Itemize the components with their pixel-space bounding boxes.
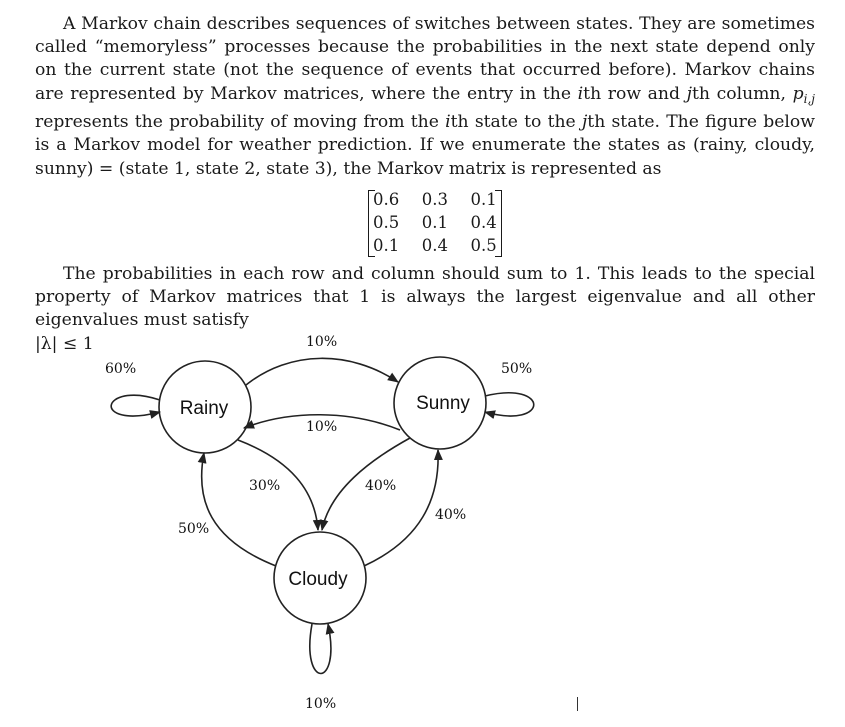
label-sunny-to-rainy: 10%	[306, 419, 338, 435]
text-cursor	[577, 697, 578, 711]
edge-cloudy-to-sunny	[364, 450, 438, 566]
var-i-2: i	[445, 112, 451, 133]
rainy-label: Rainy	[179, 398, 229, 419]
matrix-row-1: 0.6 0.3 0.1	[373, 190, 497, 209]
var-i: i	[577, 83, 584, 104]
sunny-self-loop	[485, 393, 534, 416]
edge-cloudy-to-rainy	[202, 453, 276, 566]
matrix-row-3: 0.1 0.4 0.5	[373, 236, 497, 255]
label-rainy-to-sunny: 10%	[306, 334, 338, 350]
rainy-self-loop	[111, 395, 160, 416]
edge-rainy-to-sunny	[246, 358, 398, 385]
label-rainy-to-cloudy: 30%	[249, 478, 281, 494]
label-cloudy-self: 10%	[305, 696, 337, 712]
eigenvalue-formula: |λ| ≤ 1	[35, 333, 94, 354]
cloudy-self-loop	[310, 624, 331, 674]
var-p: p	[792, 83, 804, 104]
var-p-subscript: i,j	[803, 92, 815, 107]
label-sunny-self: 50%	[501, 361, 533, 377]
eigenvalue-paragraph: The probabilities in each row and column should sum to 1. This leads to the special property of Markov matrices that 1 is always the largest eigenvalue and all other eigenvalues must satisfy |λ| ≤ 1	[35, 263, 815, 356]
intro-paragraph: A Markov chain describes sequences of switches between states. They are sometimes called “memoryless” processes because the probabilities in the next state depend only on the current state (not the sequence of events that occurred before). Markov chains are represented by Markov matrices, where the entry in the ith row and jth column, $p_{i,j}$ represents the probability of moving from the ith state to the jth state. The figure below is a Markov model for weather prediction. If we enumerate the states as (rainy, cloudy, sunny) = (state 1, state 2, state 3), the Markov matrix is represented as	[35, 14, 815, 179]
sunny-label: Sunny	[416, 393, 470, 414]
cloudy-label: Cloudy	[288, 569, 348, 590]
label-sunny-to-cloudy: 40%	[365, 478, 397, 494]
var-j: j	[686, 83, 692, 104]
label-rainy-self: 60%	[105, 361, 137, 377]
label-cloudy-to-sunny: 40%	[435, 507, 467, 523]
label-cloudy-to-rainy: 50%	[178, 521, 210, 537]
var-j-2: j	[581, 112, 588, 133]
matrix-row-2: 0.5 0.1 0.4	[373, 213, 497, 232]
